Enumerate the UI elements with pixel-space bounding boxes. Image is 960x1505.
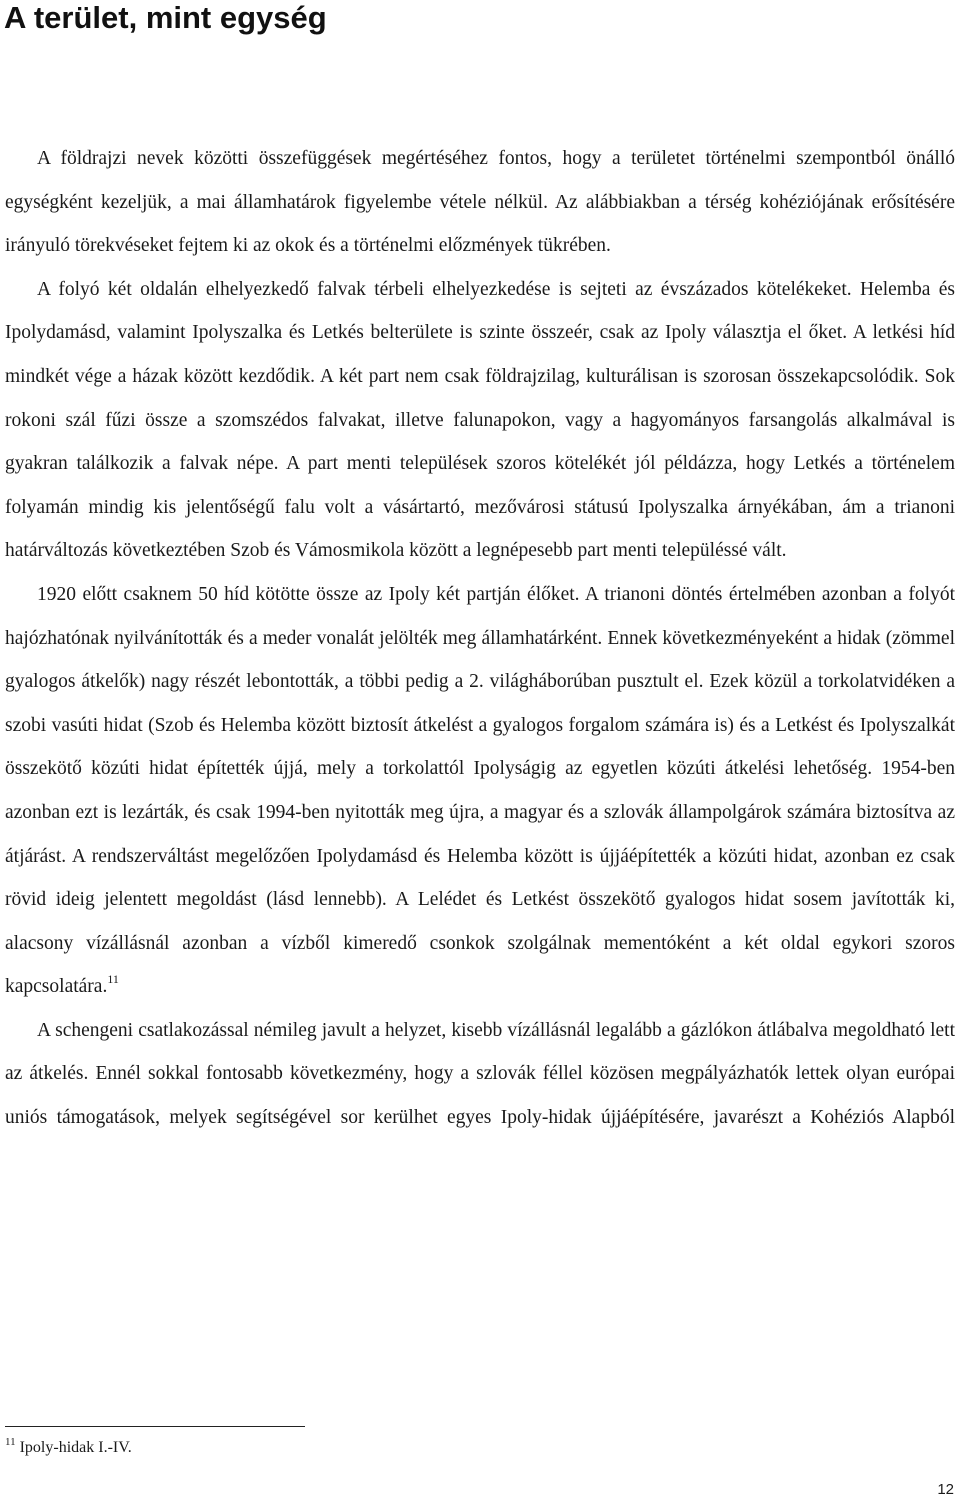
- paragraph-3: [5, 573, 955, 1009]
- footnote-number: 11: [5, 1436, 16, 1448]
- footnote-reference[interactable]: 11: [107, 972, 119, 987]
- paragraph-2: A folyó két oldalán elhelyezkedő falvak térbeli elhelyezkedése is sejteti az évszázados kötelékeket. Helemba és Ipolydamásd, valamint Ipolyszalka és Letkés belterülete is szinte összeér, csak az Ipoly választja el őket. A letkési híd mindkét vége a házak között kezdődik. A két part nem csak földrajzilag, kulturálisan is szorosan összekapcsolódik. Sok rokoni szál fűzi össze a szomszédos falvakat, illetve falunapokon, vagy a hagyományos farsangolás alkalmával is gyakran találkozik a falvak népe. A part menti települések szoros kötelékét jól példázza, hogy Letkés a történelem folyamán mindig kis jelentőségű falu volt a vásártartó, mezővárosi státusú Ipolyszalka árnyékában, ám a trianoni határváltozás következtében Szob és Vámosmikola között a legnépesebb part menti településsé vált.: [5, 278, 955, 562]
- footnote-text: Ipoly-hidak I.-IV.: [19, 1439, 132, 1456]
- section-title: A terület, mint egység: [4, 0, 327, 35]
- page-number: 12: [937, 1481, 954, 1498]
- footnote: [5, 1436, 132, 1460]
- paragraph-4: A schengeni csatlakozással némileg javult a helyzet, kisebb vízállásnál legalább a gázlókon átlábalva megoldható lett az átkelés. Ennél sokkal fontosabb következmény, hogy a szlovák féllel közösen megpályázhatók lettek olyan európai uniós támogatások, melyek segítségével sor kerülhet egyes Ipoly-hidak újjáépítésére, javarészt a Kohéziós Alapból: [5, 1019, 955, 1129]
- paragraph-3-text: 1920 előtt csaknem 50 híd kötötte össze az Ipoly két partján élőket. A trianoni döntés értelmében azonban a folyót hajózhatónak nyilvánították és a meder vonalát jelölték meg államhatárként. Ennek következményeként a hidak (zömmel gyalogos átkelők) nagy részét lebontották, a többi pedig a 2. világháborúban pusztult el. Ezek közül a torkolatvidéken a szobi vasúti hidat (Szob és Helemba között biztosít átkelést a gyalogos forgalom számára is) és a Letkést és Ipolyszalkát összekötő közúti hidat építették újjá, mely a torkolattól Ipolyságig az egyetlen közúti átkelési lehetőség. 1954-ben azonban ezt is lezárták, és csak 1994-ben nyitották meg újra, a magyar és a szlovák állampolgárok számára biztosítva az átjárást. A rendszerváltást megelőzően Ipolydamásd és Helemba között is újjáépítették a közúti hidat, azonban ez csak rövid ideig jelentett megoldást (lásd lennebb). A Lelédet és Letkést összekötő gyalogos hidat sosem javították ki, alacsony vízállásnál azonban a vízből kimeredő csonkok szolgálnak mementóként a két oldal egykori szoros kapcsolatára.: [5, 583, 955, 998]
- body-text: [5, 137, 955, 1140]
- footnote-separator: [5, 1426, 305, 1427]
- paragraph-1: A földrajzi nevek közötti összefüggések megértéséhez fontos, hogy a területet történelmi szempontból önálló egységként kezeljük, a mai államhatárok figyelembe vétele nélkül. Az alábbiakban a térség kohéziójának erősítésére irányuló törekvéseket fejtem ki az okok és a történelmi előzmények tükrében.: [5, 148, 955, 257]
